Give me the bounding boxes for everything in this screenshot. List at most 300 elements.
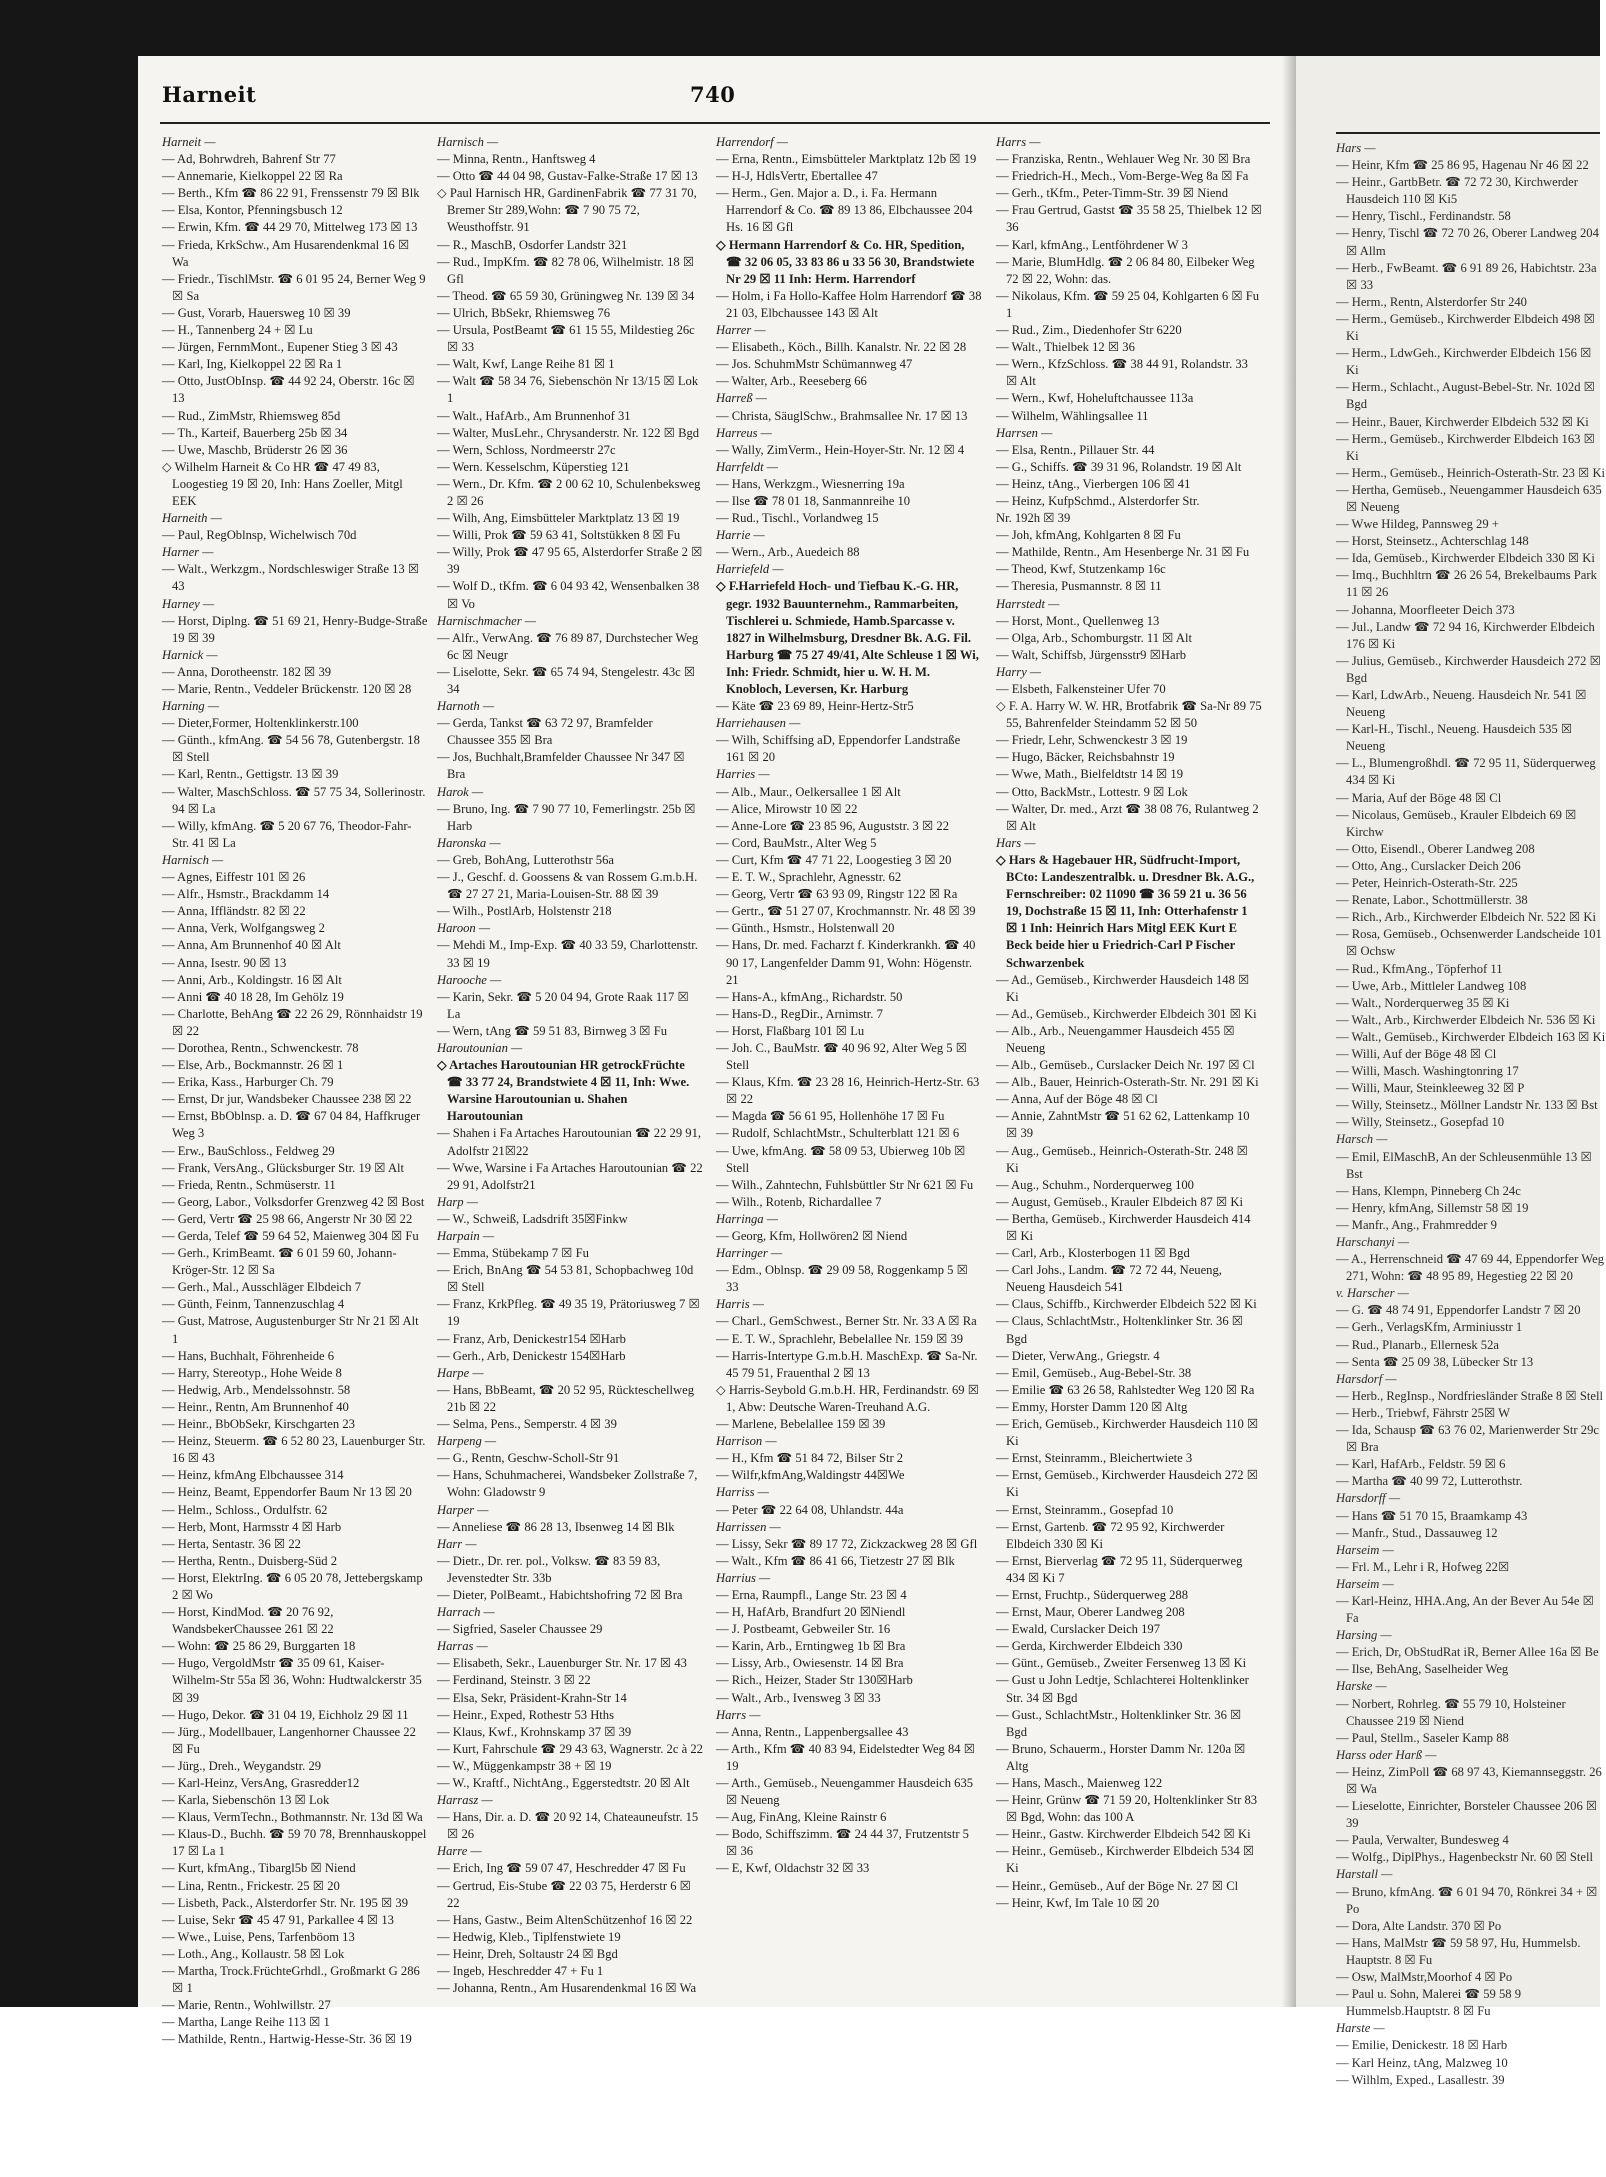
directory-entry: — Ernst, Gartenb. ☎ 72 95 92, Kirchwerder Elbdeich 330 ☒ Ki (996, 1519, 1225, 1551)
directory-entry: — Christa, SäuglSchw., Brahmsallee Nr. 17 ☒ 13 (716, 408, 968, 423)
directory-entry: — Hedwig, Kleb., Tiplfenstwiete 19 (437, 1929, 621, 1944)
directory-entry: — Wilh., Zahntechn, Fuhlsbüttler Str Nr 621 ☒ Fu (716, 1177, 974, 1192)
directory-entry: — Horst, ElektrIng. ☎ 6 05 20 78, Jettebergskamp 2 ☒ Wo (162, 1570, 423, 1602)
directory-entry: — Ernst, Maur, Oberer Landweg 208 (996, 1605, 1185, 1620)
directory-entry: — Herm., Gemüseb., Heinrich-Osterath-Str. 23 ☒ Ki (1336, 465, 1606, 480)
directory-entry: — Wally, ZimVerm., Hein-Hoyer-Str. Nr. 12 ☒ 4 (716, 442, 965, 457)
directory-entry: — Rud., ImpKfm. ☎ 82 78 06, Wilhelmistr. 18 ☒ Gfl (437, 254, 695, 286)
surname-heading: Harneit — (162, 135, 216, 149)
directory-entry: — Erich, Dr, ObStudRat iR, Berner Allee 16a ☒ Be (1336, 1645, 1599, 1660)
directory-entry: — Hans, BbBeamt, ☎ 20 52 95, Rückteschellweg 21b ☒ 22 (437, 1382, 695, 1414)
directory-entry: — Ilse, BehAng, Saselheider Weg (1336, 1662, 1509, 1677)
directory-entry: — Mathilde, Rentn., Hartwig-Hesse-Str. 36 ☒ 19 (162, 2032, 412, 2047)
directory-entry: — Jos. SchuhmMstr Schümannweg 47 (716, 357, 913, 372)
directory-entry: — Erwin, Kfm. ☎ 44 29 70, Mittelweg 173 ☒ 13 (162, 220, 418, 235)
directory-entry: — Herta, Sentastr. 36 ☒ 22 (162, 1536, 301, 1551)
directory-entry: — Annie, ZahntMstr ☎ 51 62 62, Lattenkamp 10 ☒ 39 (996, 1109, 1250, 1141)
directory-entry: — Helm., Schloss., Ordulfstr. 62 (162, 1502, 328, 1517)
directory-entry: — Elsa, Rentn., Pillauer Str. 44 (996, 442, 1155, 457)
directory-entry: — Walt., Gemüseb., Kirchwerder Elbdeich 163 ☒ Ki (1336, 1029, 1606, 1044)
directory-entry: — Erna, Rentn., Eimsbütteler Marktplatz 12b ☒ 19 (716, 152, 977, 167)
directory-entry: — Karl, Ing, Kielkoppel 22 ☒ Ra 1 (162, 357, 343, 372)
directory-entry: — Wilhelm, Wählingsallee 11 (996, 408, 1149, 423)
directory-entry: — Anna, Auf der Böge 48 ☒ Cl (996, 1092, 1158, 1107)
directory-entry: — Nicolaus, Gemüseb., Krauler Elbdeich 69 ☒ Kirchw (1336, 807, 1577, 839)
directory-entry: ◇ F. A. Harry W. W. HR, Brotfabrik ☎ Sa-Nr 89 75 55, Bahrenfelder Steindamm 52 ☒ 50 (996, 699, 1262, 731)
directory-entry: — Rud., ZimMstr, Rhiemsweg 85d (162, 408, 341, 423)
directory-entry: — Wwe., Luise, Pens, Tarfenböom 13 (162, 1929, 355, 1944)
directory-entry: — Harry, Stereotyp., Hohe Weide 8 (162, 1365, 342, 1380)
directory-entry: — Hugo, VergoldMstr ☎ 35 09 61, Kaiser-Wilhelm-Str 55a ☒ 36, Wohn: Hudtwalckerstr 35 ☒ 39 (162, 1656, 422, 1705)
directory-entry: — Ad., Gemüseb., Kirchwerder Elbdeich 301 ☒ Ki (996, 1006, 1257, 1021)
directory-entry: — Rosa, Gemüseb., Ochsenwerder Landscheide 101 ☒ Ochsw (1336, 927, 1602, 959)
directory-entry: — Wilh., Rotenb, Richardallee 7 (716, 1194, 882, 1209)
directory-entry: — Holm, i Fa Hollo-Kaffee Holm Harrendorf ☎ 38 21 03, Elbchaussee 143 ☒ Alt (716, 288, 982, 320)
directory-entry: — Edm., Oblnsp. ☎ 29 09 58, Roggenkamp 5 ☒ 33 (716, 1263, 968, 1295)
directory-entry: — Anneliese ☎ 86 28 13, Ibsenweg 14 ☒ Blk (437, 1519, 675, 1534)
directory-entry: — Alb., Maur., Oelkersallee 1 ☒ Alt (716, 784, 901, 799)
directory-entry: — Otto ☎ 44 04 98, Gustav-Falke-Straße 17 ☒ 13 (437, 169, 698, 184)
surname-heading: Harooche — (437, 972, 502, 987)
directory-entry: — Friedr, Lehr, Schwenckestr 3 ☒ 19 (996, 733, 1188, 748)
directory-entry: — Ernst, Gemüseb., Kirchwerder Hausdeich 272 ☒ Ki (996, 1468, 1259, 1500)
directory-entry: — Carl Johs., Landm. ☎ 72 72 44, Neueng, Neueng Hausdeich 541 (996, 1263, 1222, 1295)
directory-entry: — Joh. C., BauMstr. ☎ 40 96 92, Alter Weg 5 ☒ Stell (716, 1040, 968, 1073)
directory-entry: — Elisabeth, Sekr., Lauenburger Str. Nr. 17 ☒ 43 (437, 1656, 687, 1671)
directory-entry: — E. T. W., Sprachlehr, Agnesstr. 62 (716, 870, 902, 885)
directory-entry: — Walt., Norderquerweg 35 ☒ Ki (1336, 995, 1510, 1010)
directory-entry: — Ida, Gemüseb., Kirchwerder Elbdeich 330 ☒ Ki (1336, 551, 1595, 566)
directory-entry: — Gust u John Ledtje, Schlachterei Holtenklinker Str. 34 ☒ Bgd (996, 1673, 1249, 1705)
directory-entry: ◇ Artaches Haroutounian HR getrockFrüchte ☎ 33 77 24, Brandstwiete 4 ☒ 11, Inh: Wwe. Warsine Haroutounian u. Shahen Haroutounian (437, 1058, 690, 1124)
directory-entry: — Greb, BohAng, Lutterothstr 56a (437, 852, 614, 867)
directory-entry: — Lisbeth, Pack., Alsterdorfer Str. Nr. 195 ☒ 39 (162, 1895, 408, 1910)
directory-entry: — Alfr., Hsmstr., Brackdamm 14 (162, 887, 330, 902)
directory-entry: — Hertha, Rentn., Duisberg-Süd 2 (162, 1553, 338, 1568)
directory-entry: — Theod, Kwf, Stutzenkamp 16c (996, 562, 1166, 577)
directory-entry: — Otto, JustObInsp. ☎ 44 92 24, Oberstr. 16c ☒ 13 (162, 374, 415, 406)
directory-entry: — H-J, HdlsVertr, Ebertallee 47 (716, 169, 878, 184)
surname-heading: Harrsen — (996, 425, 1053, 440)
surname-heading: Harsdorff — (1336, 1491, 1401, 1506)
directory-entry: — Herm., LdwGeh., Kirchwerder Elbdeich 156 ☒ Ki (1336, 346, 1592, 378)
directory-entry: — Wern., Arb., Auedeich 88 (716, 545, 860, 560)
directory-entry: — Wilfr,kfmAng,Waldingstr 44☒We (716, 1468, 905, 1483)
directory-entry: — Walt., Thielbek 12 ☒ 36 (996, 340, 1135, 355)
directory-entry: — Magda ☎ 56 61 95, Hollenhöhe 17 ☒ Fu (716, 1109, 945, 1124)
directory-column-2 (437, 134, 703, 1996)
directory-entry: — Gerd, Vertr ☎ 25 98 66, Angerstr Nr 30 ☒ 22 (162, 1211, 413, 1226)
surname-heading: Harnick — (162, 647, 218, 662)
surname-heading: Harnischmacher — (437, 613, 536, 628)
directory-entry: — Dietr., Dr. rer. pol., Volksw. ☎ 83 59 83, Jevenstedter Str. 33b (437, 1553, 661, 1585)
directory-entry: — L., Blumengroßhdl. ☎ 72 95 11, Süderquerweg 434 ☒ Ki (1336, 756, 1596, 788)
directory-entry: ◇ Hars & Hagebauer HR, Südfrucht-Import, BCto: Landeszentralbk. u. Dresdner Bk. A.G., Fernschreiber: 02 11090 ☎ 36 59 21 u. 36 56 19, Dochstraße 15 ☒ 11, Inh: Otterhafenstr 1 ☒ 1 Inh: Heinrich Hars Mitgl EEK Kurt E Beck beide hier u Friedrich-Carl P Fischer Schwarzenbek (996, 852, 1255, 970)
directory-entry: ◇ F.Harriefeld Hoch- und Tiefbau K.-G. HR, gegr. 1932 Bauunternehm., Rammarbeiten, Tischlerei u. Schmiede, Hamb.Sparcasse v. 1827 in Wilhelmsburg, Dresdner Bk. A.G. Fil. Harburg ☎ 75 27 49/41, Alte Schleuse 1 ☒ Wi, Inh: Friedr. Schmidt, hier u. W. H. M. Knobloch, Leversen, Kr. Harburg (716, 579, 979, 696)
directory-entry: — Marie, Rentn., Veddeler Brückenstr. 120 ☒ 28 (162, 682, 412, 696)
directory-entry: — Franz, Arb, Denickestr154 ☒Harb (437, 1331, 626, 1346)
directory-entry: — Shahen i Fa Artaches Haroutounian ☎ 22 29 91, Adolfstr 21☒22 (437, 1126, 702, 1158)
directory-entry: — Wern., Kwf, Hoheluftchaussee 113a (996, 391, 1194, 406)
surname-heading: Harschanyi — (1336, 1235, 1410, 1249)
directory-entry: — Hans, Werkzgm., Wiesnerring 19a (716, 476, 905, 491)
surname-heading: Harr — (437, 1536, 477, 1551)
surname-heading: Harringa — (716, 1211, 778, 1226)
directory-entry: — Walter, Arb., Reeseberg 66 (716, 374, 867, 389)
directory-entry: — Anne-Lore ☎ 23 85 96, Auguststr. 3 ☒ 22 (716, 818, 950, 833)
directory-entry: — Heinr., Bauer, Kirchwerder Elbdeich 532 ☒ Ki (1336, 414, 1589, 429)
page-number: 740 (690, 82, 736, 107)
directory-entry: — Alfr., VerwAng. ☎ 76 89 87, Durchstecher Weg 6c ☒ Neugr (437, 630, 699, 662)
surname-heading: Harner — (162, 545, 214, 560)
surname-heading: Harrie — (716, 528, 765, 543)
directory-entry: — Heinz, KufpSchmd., Alsterdorfer Str. (996, 493, 1200, 508)
directory-entry: — Lissy, Sekr ☎ 89 17 72, Zickzackweg 28 ☒ Gfl (716, 1536, 978, 1551)
directory-entry: — Emil, ElMaschB, An der Schleusenmühle 13 ☒ Bst (1336, 1149, 1592, 1181)
directory-entry: — Willi, Maur, Steinkleeweg 32 ☒ P (1336, 1081, 1525, 1096)
directory-entry: — Marie, BlumHdlg. ☎ 2 06 84 80, Eilbeker Weg 72 ☒ 22, Wohn: das. (996, 254, 1255, 286)
surname-heading: Harries — (716, 767, 770, 782)
directory-column-3 (716, 134, 982, 1989)
directory-entry: — Johanna, Moorfleeter Deich 373 (1336, 602, 1515, 617)
directory-entry: — Heinr., GartbBetr. ☎ 72 72 30, Kirchwerder Hausdeich 110 ☒ Ki5 (1336, 175, 1578, 207)
directory-entry: — Wwe, Math., Bielfeldtstr 14 ☒ 19 (996, 767, 1183, 782)
directory-entry: — Jürg., Dreh., Weygandstr. 29 (162, 1758, 322, 1773)
directory-entry: — Heinz, ZimPoll ☎ 68 97 43, Kiemannseggstr. 26 ☒ Wa (1336, 1764, 1602, 1796)
directory-entry: — Mathilde, Rentn., Am Hesenberge Nr. 31 ☒ Fu (996, 545, 1250, 560)
directory-entry: — Horst, KindMod. ☎ 20 76 92, WandsbekerChaussee 261 ☒ 22 (162, 1605, 334, 1637)
directory-entry: — H, HafArb, Brandfurt 20 ☒Niendl (716, 1605, 906, 1620)
directory-entry: — Elsa, Sekr, Präsident-Krahn-Str 14 (437, 1690, 627, 1705)
directory-entry: — Liselotte, Sekr. ☎ 65 74 94, Stengelestr. 43c ☒ 34 (437, 664, 696, 696)
directory-entry: — Emilie, Denickestr. 18 ☒ Harb (1336, 2038, 1508, 2053)
directory-entry: — Carl, Arb., Klosterbogen 11 ☒ Bgd (996, 1246, 1190, 1261)
directory-entry: — Wern, tAng ☎ 59 51 83, Birnweg 3 ☒ Fu (437, 1023, 668, 1038)
directory-entry: — Willi, Auf der Böge 48 ☒ Cl (1336, 1046, 1497, 1061)
directory-entry: — A., Herrenschneid ☎ 47 69 44, Eppendorfer Weg 271, Wohn: ☎ 48 95 89, Hegestieg 22 ☒ 20 (1336, 1252, 1604, 1284)
directory-entry: — Hans, Dr. med. Facharzt f. Kinderkrankh. ☎ 40 90 17, Langenfelder Damm 91, Wohn: Högenstr. 21 (716, 938, 976, 987)
directory-entry: — Emma, Stübekamp 7 ☒ Fu (437, 1246, 589, 1261)
directory-entry: — Klaus, Kwf., Krohnskamp 37 ☒ 39 (437, 1724, 632, 1739)
directory-entry: — Georg, Kfm, Hollwören2 ☒ Niend (716, 1229, 908, 1243)
directory-entry: — Frl. M., Lehr i R, Hofweg 22☒ (1336, 1559, 1510, 1574)
directory-entry: — E. T. W., Sprachlehr, Bebelallee Nr. 159 ☒ 39 (716, 1331, 964, 1346)
directory-entry: — Aug., Schuhm., Norderquerweg 100 (996, 1177, 1194, 1192)
directory-entry: — Rudolf, SchlachtMstr., Schulterblatt 121 ☒ 6 (716, 1126, 960, 1141)
directory-entry: — Hans-D., RegDir., Arnimstr. 7 (716, 1006, 883, 1021)
directory-entry: — Elsa, Kontor, Pfenningsbusch 12 (162, 203, 343, 218)
directory-entry: — Ferdinand, Steinstr. 3 ☒ 22 (437, 1673, 591, 1688)
directory-entry: — Gerda, Tankst ☎ 63 72 97, Bramfelder Chaussee 355 ☒ Bra (437, 716, 653, 748)
directory-entry: — Paul, RegOblnsp, Wichelwisch 70d (162, 528, 357, 543)
surname-heading: Hars — (996, 835, 1036, 850)
directory-entry: — Martha ☎ 40 99 72, Lutterothstr. (1336, 1474, 1523, 1489)
directory-entry: — Günth., Hsmstr., Holstenwall 20 (716, 921, 895, 936)
surname-heading: Harrasz — (437, 1793, 493, 1808)
directory-entry: — Uwe, Maschb, Brüderstr 26 ☒ 36 (162, 442, 348, 457)
directory-entry: — Loth., Ang., Kollaustr. 58 ☒ Lok (162, 1946, 345, 1961)
surname-heading: Harriehausen — (716, 716, 801, 731)
directory-entry: — Herm., Gemüseb., Kirchwerder Elbdeich 163 ☒ Ki (1336, 431, 1595, 463)
directory-entry: — Walter, Dr. med., Arzt ☎ 38 08 76, Rulantweg 2 ☒ Alt (996, 801, 1259, 833)
directory-entry: — Herb., FwBeamt. ☎ 6 91 89 26, Habichtstr. 23a ☒ 33 (1336, 260, 1597, 292)
directory-entry: — Karl Heinz, tAng, Malzweg 10 (1336, 2055, 1508, 2070)
directory-entry: — Frank, VersAng., Glücksburger Str. 19 ☒ Alt (162, 1160, 405, 1175)
directory-entry: — Wilh, Ang, Eimsbütteler Marktplatz 13 ☒ 19 (437, 511, 680, 526)
directory-entry: — Ewald, Curslacker Deich 197 (996, 1622, 1161, 1637)
directory-entry: — Hertha, Gemüseb., Neuengammer Hausdeich 635 ☒ Neueng (1336, 482, 1602, 514)
directory-entry: — Dieter, VerwAng., Griegstr. 4 (996, 1348, 1160, 1363)
directory-entry: — Dorothea, Rentn., Schwenckestr. 78 (162, 1040, 359, 1055)
surname-heading: Harp — (437, 1194, 478, 1209)
surname-heading: Haronska — (437, 835, 501, 850)
directory-entry: — Erich, Ing ☎ 59 07 47, Heschredder 47 ☒ Fu (437, 1861, 686, 1876)
directory-entry: — Willy, Steinsetz., Gosepfad 10 (1336, 1115, 1505, 1130)
directory-entry: — Walt, Kwf, Lange Reihe 81 ☒ 1 (437, 357, 615, 372)
directory-entry: — Emil, Gemüseb., Aug-Bebel-Str. 38 (996, 1365, 1192, 1380)
directory-entry: — Hedwig, Arb., Mendelssohnstr. 58 (162, 1382, 351, 1397)
directory-entry: — Herb., RegInsp., Nordfriesländer Straße 8 ☒ Stell (1336, 1388, 1603, 1403)
directory-entry: — Hans ☎ 51 70 15, Braamkamp 43 (1336, 1508, 1528, 1523)
directory-entry: — Ernst, Bierverlag ☎ 72 95 11, Süderquerweg 434 ☒ Ki 7 (996, 1553, 1243, 1585)
directory-entry: — H., Tannenberg 24 + ☒ Lu (162, 323, 313, 338)
surname-heading: Harreß — (716, 391, 767, 406)
surname-heading: Harnisch — (162, 852, 224, 867)
directory-entry: — Ernst, Fruchtp., Süderquerweg 288 (996, 1587, 1189, 1602)
directory-entry: — G., Schiffs. ☎ 39 31 96, Rolandstr. 19 ☒ Alt (996, 459, 1242, 474)
surname-heading: Harrius — (716, 1570, 771, 1585)
directory-entry: ◇ Paul Harnisch HR, GardinenFabrik ☎ 77 31 70, Bremer Str 289,Wohn: ☎ 7 90 75 72, Weusthoffstr. 91 (437, 186, 697, 235)
directory-entry: — Rich., Arb., Kirchwerder Elbdeich Nr. 522 ☒ Ki (1336, 910, 1596, 925)
directory-entry: — Wohn: ☎ 25 86 29, Burggarten 18 (162, 1639, 356, 1654)
directory-entry: — Walt., Kfm ☎ 86 41 66, Tietzestr 27 ☒ Blk (716, 1553, 955, 1568)
directory-entry: — Cord, BauMstr., Alter Weg 5 (716, 835, 877, 850)
directory-entry: — Gust, Matrose, Augustenburger Str Nr 21 ☒ Alt 1 (162, 1314, 419, 1346)
directory-entry: — Lina, Rentn., Frickestr. 25 ☒ 20 (162, 1878, 340, 1893)
directory-entry: — Emmy, Horster Damm 120 ☒ Altg (996, 1399, 1188, 1414)
directory-entry: — Theod. ☎ 65 59 30, Grüningweg Nr. 139 ☒ 34 (437, 288, 695, 303)
directory-entry: — Mehdi M., Imp-Exp. ☎ 40 33 59, Charlottenstr. 33 ☒ 19 (437, 938, 698, 970)
surname-heading: Harrendorf — (716, 135, 788, 149)
directory-entry: — Dieter,Former, Holtenklinkerstr.100 (162, 716, 359, 731)
directory-entry: — Hugo, Dekor. ☎ 31 04 19, Eichholz 29 ☒ 11 (162, 1707, 409, 1722)
surname-heading: Harpe — (437, 1365, 484, 1380)
directory-entry: — Anni, Arb., Koldingstr. 16 ☒ Alt (162, 972, 342, 987)
directory-entry: — Rud., Planarb., Ellernesk 52a (1336, 1337, 1499, 1352)
directory-entry: — Heinz, Steuerm. ☎ 6 52 80 23, Lauenburger Str. 16 ☒ 43 (162, 1434, 426, 1466)
directory-entry: — Heinr., Exped, Rothestr 53 Hths (437, 1707, 614, 1722)
directory-entry: — Luise, Sekr ☎ 45 47 91, Parkallee 4 ☒ 13 (162, 1912, 394, 1927)
directory-column-1 (162, 134, 428, 2047)
directory-entry: — Karl, kfmAng., Lentföhrdener W 3 (996, 237, 1188, 252)
directory-entry: — Bodo, Schiffszimm. ☎ 24 44 37, Frutzentstr 5 ☒ 36 (716, 1827, 969, 1859)
directory-entry: — Gust., SchlachtMstr., Holtenklinker Str. 36 ☒ Bgd (996, 1707, 1242, 1739)
directory-entry: — Manfr., Ang., Frahmredder 9 (1336, 1217, 1497, 1232)
directory-entry: — Herm., Schlacht., August-Bebel-Str. Nr. 102d ☒ Bgd (1336, 380, 1595, 412)
directory-entry: — Alb., Arb., Neuengammer Hausdeich 455 ☒ Neueng (996, 1023, 1235, 1055)
directory-entry: ◇ Hermann Harrendorf & Co. HR, Spedition, ☎ 32 06 05, 33 83 86 u 33 56 30, Brandstwiete Nr 29 ☒ 11 Inh: Herm. Harrendorf (716, 237, 975, 286)
surname-heading: Harpeng — (437, 1434, 497, 1449)
directory-entry: — Bruno, Schauerm., Horster Damm Nr. 120a ☒ Altg (996, 1741, 1246, 1773)
directory-entry: — Klaus, Kfm. ☎ 23 28 16, Heinrich-Hertz-Str. 63 ☒ 22 (716, 1075, 980, 1107)
directory-entry: — Hans, Masch., Maienweg 122 (996, 1776, 1163, 1790)
surname-heading: Harris — (716, 1297, 764, 1312)
directory-entry: — Anni ☎ 40 18 28, Im Gehölz 19 (162, 989, 344, 1004)
surname-heading: Harpain — (437, 1229, 495, 1243)
directory-entry: — Hans, Klempn, Pinneberg Ch 24c (1336, 1183, 1521, 1198)
directory-entry: — R., MaschB, Osdorfer Landstr 321 (437, 237, 628, 252)
directory-entry: — Jürgen, FernmMont., Eupener Stieg 3 ☒ 43 (162, 340, 398, 355)
surname-heading: Harok — (437, 784, 484, 799)
directory-entry: ◇ Harris-Seybold G.m.b.H. HR, Ferdinandstr. 69 ☒ 1, Abw: Deutsche Waren-Treuhand A.G. (716, 1382, 980, 1414)
directory-entry: — Osw, MalMstr,Moorhof 4 ☒ Po (1336, 1970, 1513, 1985)
surname-heading: Harrstedt — (996, 596, 1060, 611)
surname-heading: Harske — (1336, 1679, 1387, 1694)
directory-column-5 (1336, 140, 1606, 2087)
directory-entry: — E, Kwf, Oldachstr 32 ☒ 33 (716, 1861, 870, 1876)
directory-entry: — Gerh., KrimBeamt. ☎ 6 01 59 60, Johann-Kröger-Str. 12 ☒ Sa (162, 1246, 397, 1278)
directory-entry: — Heinz, Beamt, Eppendorfer Baum Nr 13 ☒ 20 (162, 1485, 412, 1500)
directory-entry: — Claus, SchlachtMstr., Holtenklinker Str. 36 ☒ Bgd (996, 1314, 1244, 1346)
surname-heading: Harriefeld — (716, 562, 784, 577)
directory-entry: — Friedrich-H., Mech., Vom-Berge-Weg 8a ☒ Fa (996, 169, 1249, 184)
surname-heading: Harney — (162, 596, 215, 611)
directory-entry: — Karl-H., Tischl., Neueng. Hausdeich 535 ☒ Neueng (1336, 722, 1573, 754)
directory-entry: — Selma, Pens., Semperstr. 4 ☒ 39 (437, 1417, 617, 1432)
directory-entry: — Gerh., Arb, Denickestr 154☒Harb (437, 1348, 626, 1363)
directory-entry: — Hans, Buchhalt, Föhrenheide 6 (162, 1348, 335, 1363)
directory-entry: — Horst, Diplng. ☎ 51 69 21, Henry-Budge-Straße 19 ☒ 39 (162, 613, 428, 645)
surname-heading: Harste — (1336, 2021, 1385, 2036)
directory-entry: — Berth., Kfm ☎ 86 22 91, Frenssenstr 79 ☒ Blk (162, 186, 420, 201)
directory-entry: — Karin, Sekr. ☎ 5 20 04 94, Grote Raak 117 ☒ La (437, 989, 689, 1021)
directory-entry: — Willy, kfmAng. ☎ 5 20 67 76, Theodor-Fahr-Str. 41 ☒ La (162, 818, 412, 850)
directory-entry: — Karl, Rentn., Gettigstr. 13 ☒ 39 (162, 767, 339, 782)
directory-entry: — Maria, Auf der Böge 48 ☒ Cl (1336, 790, 1502, 805)
directory-entry: — Heinr., BbObSekr, Kirschgarten 23 (162, 1417, 355, 1432)
directory-entry: — Elisabeth., Köch., Billh. Kanalstr. Nr. 22 ☒ 28 (716, 340, 967, 355)
directory-entry: — Hans, Gastw., Beim AltenSchützenhof 16 ☒ 22 (437, 1912, 693, 1927)
directory-entry: — Martha, Trock.FrüchteGrhdl., Großmarkt G 286 ☒ 1 (162, 1964, 420, 1996)
directory-entry: — Wern., KfzSchloss. ☎ 38 44 91, Rolandstr. 33 ☒ Alt (996, 357, 1248, 389)
directory-entry: — Lissy, Arb., Owiesenstr. 14 ☒ Bra (716, 1656, 904, 1671)
directory-entry: — J. Postbeamt, Gebweiler Str. 16 (716, 1622, 891, 1637)
directory-entry: — Willi, Masch. Washingtonring 17 (1336, 1064, 1519, 1079)
directory-entry: — Herm., Rentn, Alsterdorfer Str 240 (1336, 294, 1527, 309)
directory-entry: — Heinz, tAng., Vierbergen 106 ☒ 41 (996, 476, 1191, 491)
directory-entry: — Herb., Triebwf, Fährstr 25☒ W (1336, 1405, 1511, 1420)
directory-entry: — Ernst, Dr jur, Wandsbeker Chaussee 238 ☒ 22 (162, 1092, 412, 1107)
directory-entry: — Heinr, Kwf, Im Tale 10 ☒ 20 (996, 1895, 1160, 1910)
directory-entry: — Walt., Arb., Kirchwerder Elbdeich Nr. 536 ☒ Ki (1336, 1012, 1596, 1027)
directory-entry: — Paula, Verwalter, Bundesweg 4 (1336, 1833, 1509, 1848)
directory-entry: — Anna, Iffländstr. 82 ☒ 22 (162, 904, 306, 919)
surname-heading: Harsdorf — (1336, 1371, 1397, 1386)
directory-entry: — Gerda, Telef ☎ 59 64 52, Maienweg 304 ☒ Fu (162, 1229, 419, 1243)
directory-entry: — G., Rentn, Geschw-Scholl-Str 91 (437, 1451, 620, 1466)
directory-entry: — Ad, Bohrwdreh, Bahrenf Str 77 (162, 152, 336, 167)
directory-entry: — Agnes, Eiffestr 101 ☒ 26 (162, 870, 306, 885)
directory-entry: — Imq., Buchhltrn ☎ 26 26 54, Brekelbaums Park 11 ☒ 26 (1336, 568, 1597, 600)
directory-entry: — Hans, Schuhmacherei, Wandsbeker Zollstraße 7, Wohn: Gladowstr 9 (437, 1468, 698, 1500)
surname-heading: Harras — (437, 1639, 488, 1654)
directory-entry: — Peter, Heinrich-Osterath-Str. 225 (1336, 876, 1518, 891)
directory-entry: — Curt, Kfm ☎ 47 71 22, Loogestieg 3 ☒ 20 (716, 852, 952, 867)
directory-entry: — W., Schweiß, Ladsdrift 35☒Finkw (437, 1211, 628, 1226)
directory-entry: — Bruno, kfmAng. ☎ 6 01 94 70, Rönkrei 34 + ☒ Po (1336, 1884, 1598, 1916)
surname-heading: Harrach — (437, 1605, 495, 1620)
directory-entry: — Erich, BnAng ☎ 54 53 81, Schopbachweg 10d ☒ Stell (437, 1263, 694, 1295)
directory-entry: — Jos, Buchhalt,Bramfelder Chaussee Nr 347 ☒ Bra (437, 750, 685, 782)
directory-entry: — Wern. Kesselschm, Küperstieg 121 (437, 459, 630, 474)
surname-heading: Harriss — (716, 1485, 769, 1500)
directory-entry: — Bertha, Gemüseb., Kirchwerder Hausdeich 414 ☒ Ki (996, 1211, 1251, 1243)
directory-entry: — W., Kraftf., NichtAng., Eggerstedtstr. 20 ☒ Alt (437, 1776, 690, 1790)
surname-heading: Harringer — (716, 1246, 783, 1261)
directory-entry: — Nikolaus, Kfm. ☎ 59 25 04, Kohlgarten 6 ☒ Fu 1 (996, 288, 1260, 320)
directory-entry: — Jürg., Modellbauer, Langenhorner Chaussee 22 ☒ Fu (162, 1724, 416, 1756)
directory-entry: — Ingeb, Heschredder 47 + Fu 1 (437, 1964, 604, 1979)
directory-entry: — Anna, Rentn., Lappenbergsallee 43 (716, 1724, 909, 1739)
surname-heading: Harrison — (716, 1434, 777, 1449)
directory-entry: — Julius, Gemüseb., Kirchwerder Hausdeich 272 ☒ Bgd (1336, 653, 1601, 685)
surname-heading: Harrfeldt — (716, 459, 778, 474)
surname-heading: Harnisch — (437, 135, 499, 149)
directory-entry: — Rud., Zim., Diedenhofer Str 6220 (996, 323, 1182, 338)
running-head-word: Harneit (162, 82, 257, 107)
directory-entry: — Gust, Vorarb, Hauersweg 10 ☒ 39 (162, 305, 351, 320)
directory-entry: — Walt, Schiffsb, Jürgensstr9 ☒Harb (996, 647, 1187, 662)
directory-entry: — Anna, Am Brunnenhof 40 ☒ Alt (162, 938, 341, 953)
surname-heading: Harseim — (1336, 1542, 1394, 1557)
directory-entry: — Manfr., Stud., Dassauweg 12 (1336, 1525, 1498, 1540)
directory-entry: — Walt., Werkzgm., Nordschleswiger Straße 13 ☒ 43 (162, 562, 420, 594)
directory-entry: — Walter, MusLehr., Chrysanderstr. Nr. 122 ☒ Bgd (437, 425, 700, 440)
directory-entry: — Gerh., VerlagsKfm, Arminiusstr 1 (1336, 1320, 1523, 1335)
directory-entry: — Marlene, Bebelallee 159 ☒ 39 (716, 1417, 886, 1432)
directory-entry: — Walt., HafArb., Am Brunnenhof 31 (437, 408, 631, 423)
directory-entry: — Paul u. Sohn, Malerei ☎ 59 58 9 Hummelsb.Hauptstr. 8 ☒ Fu (1336, 1987, 1521, 2019)
directory-entry: — Walter, MaschSchloss. ☎ 57 75 34, Sollerinostr. 94 ☒ La (162, 784, 426, 816)
surname-heading: Harss oder Harß — (1336, 1747, 1437, 1762)
directory-entry: — Marie, Rentn., Wohlwillstr. 27 (162, 1998, 331, 2013)
directory-entry: — Horst, Mont., Quellenweg 13 (996, 613, 1160, 628)
directory-entry: — August, Gemüseb., Krauler Elbdeich 87 ☒ Ki (996, 1194, 1244, 1209)
directory-entry: — Anna, Isestr. 90 ☒ 13 (162, 955, 287, 970)
directory-column-4 (996, 134, 1262, 1989)
directory-entry: — Alb., Bauer, Heinrich-Osterath-Str. Nr. 291 ☒ Ki (996, 1075, 1259, 1090)
directory-entry: — Ilse ☎ 78 01 18, Sanmannreihe 10 (716, 493, 911, 508)
directory-entry: — Frau Gertrud, Gastst ☎ 35 58 25, Thielbek 12 ☒ 36 (996, 203, 1262, 235)
directory-entry: — Heinr., Gastw. Kirchwerder Elbdeich 542 ☒ Ki (996, 1827, 1251, 1842)
directory-entry: — Arth., Gemüseb., Neuengammer Hausdeich 635 ☒ Neueng (716, 1776, 974, 1808)
directory-entry: — Norbert, Rohrleg. ☎ 55 79 10, Holsteiner Chaussee 219 ☒ Niend (1336, 1696, 1566, 1728)
directory-entry: — Rich., Heizer, Stader Str 130☒Harb (716, 1673, 913, 1688)
directory-entry: — Senta ☎ 25 09 38, Lübecker Str 13 (1336, 1354, 1534, 1369)
directory-entry: — Alice, Mirowstr 10 ☒ 22 (716, 801, 858, 816)
right-page-header-rule (1336, 132, 1600, 134)
directory-entry: — Johanna, Rentn., Am Husarendenkmal 16 ☒ Wa (437, 1981, 697, 1996)
directory-entry: — Heinz, kfmAng Elbchaussee 314 (162, 1468, 344, 1483)
directory-entry: — Franziska, Rentn., Wehlauer Weg Nr. 30 ☒ Bra (996, 152, 1251, 167)
surname-heading: Harneith — (162, 511, 222, 526)
surname-heading: Harrs — (996, 135, 1041, 149)
directory-entry: — Ad., Gemüseb., Kirchwerder Hausdeich 148 ☒ Ki (996, 972, 1250, 1004)
surname-heading: Haroon — (437, 921, 491, 936)
directory-entry: — Gertrud, Eis-Stube ☎ 22 03 75, Herderstr 6 ☒ 22 (437, 1878, 691, 1910)
directory-entry: — Ida, Schausp ☎ 63 76 02, Marienwerder Str 29c ☒ Bra (1336, 1423, 1599, 1455)
directory-entry: — Heinr, Dreh, Soltaustr 24 ☒ Bgd (437, 1946, 618, 1961)
